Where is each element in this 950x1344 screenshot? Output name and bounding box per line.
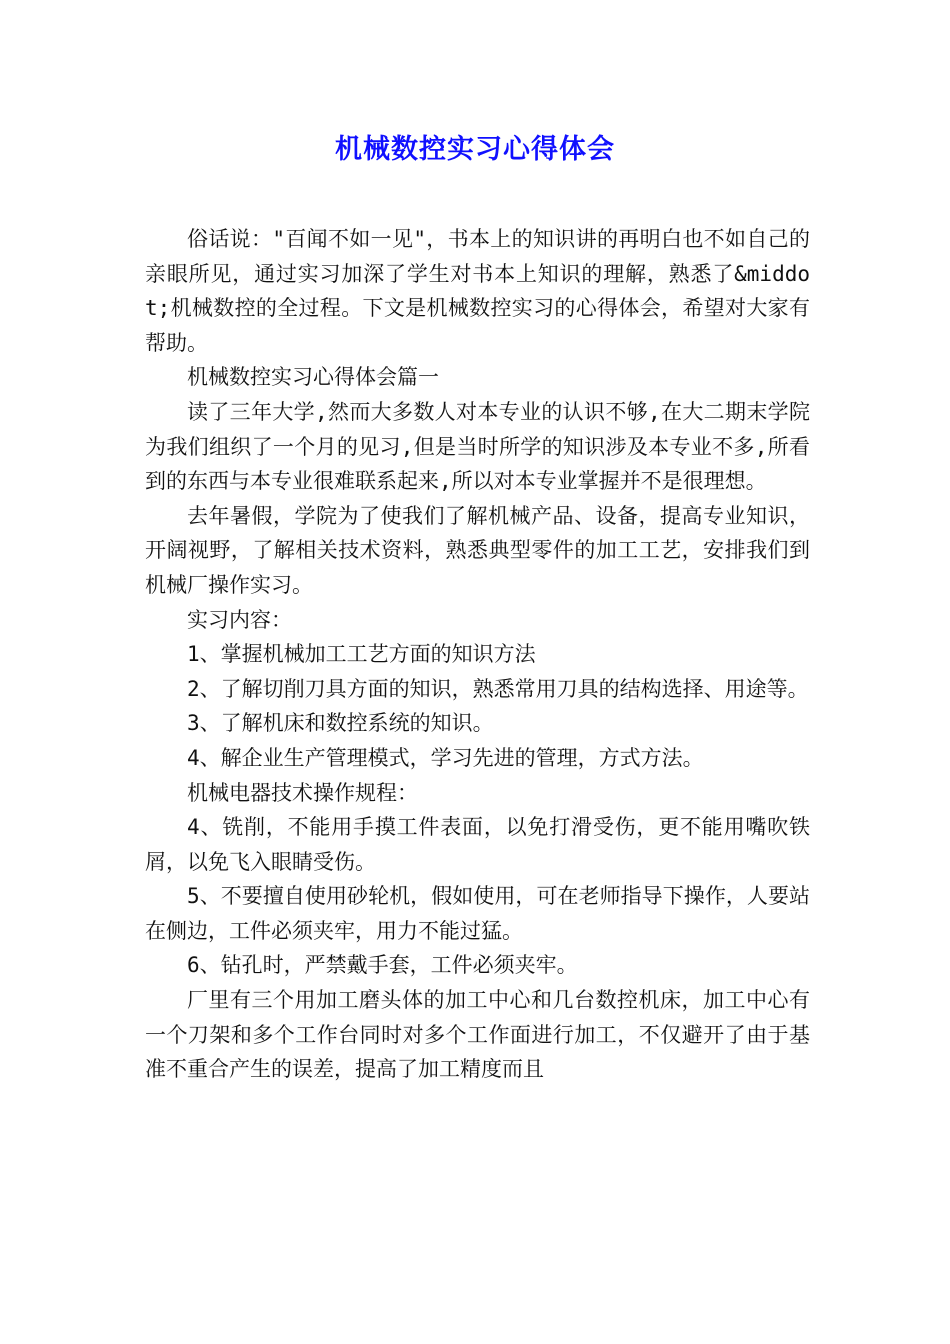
rule-item-5: 5、不要擅自使用砂轮机，假如使用，可在老师指导下操作，人要站在侧边，工件必须夹牢，用力不能过猛。 [145,884,810,943]
paragraph-section-heading: 机械数控实习心得体会篇一 [187,365,439,390]
list-item-2: 2、了解切削刀具方面的知识，熟悉常用刀具的结构选择、用途等。 [187,676,809,701]
document-title: 机械数控实习心得体会 [335,134,615,165]
paragraph-rules-heading: 机械电器技术操作规程： [187,780,418,805]
rule-item-4: 4、铣削，不能用手摸工件表面，以免打滑受伤，更不能用嘴吹铁屑，以免飞入眼睛受伤。 [145,815,810,874]
document-body [145,222,810,1087]
list-item-1: 1、掌握机械加工工艺方面的知识方法 [187,642,536,667]
rule-item-6: 6、钻孔时，严禁戴手套，工件必须夹牢。 [187,953,578,978]
paragraph-intro: 俗话说："百闻不如一见"，书本上的知识讲的再明白也不如自己的亲眼所见，通过实习加深了学生对书本上知识的理解，熟悉了&middot;机械数控的全过程。下文是机械数控实习的心得体会，希望对大家有帮助。 [145,227,810,355]
paragraph-internship-arrangement: 去年暑假，学院为了使我们了解机械产品、设备，提高专业知识，开阔视野，了解相关技术资料，熟悉典型零件的加工工艺，安排我们到机械厂操作实习。 [145,503,810,597]
list-item-4: 4、解企业生产管理模式，学习先进的管理，方式方法。 [187,745,704,770]
list-item-3: 3、了解机床和数控系统的知识。 [187,711,494,736]
paragraph-content-heading: 实习内容： [187,607,292,632]
paragraph-background: 读了三年大学,然而大多数人对本专业的认识不够,在大二期末学院为我们组织了一个月的见习,但是当时所学的知识涉及本专业不多,所看到的东西与本专业很难联系起来,所以对本专业掌握并不是很理想。 [145,399,810,494]
paragraph-factory: 厂里有三个用加工磨头体的加工中心和几台数控机床，加工中心有一个刀架和多个工作台同时对多个工作面进行加工，不仅避开了由于基准不重合产生的误差，提高了加工精度而且 [145,988,810,1082]
